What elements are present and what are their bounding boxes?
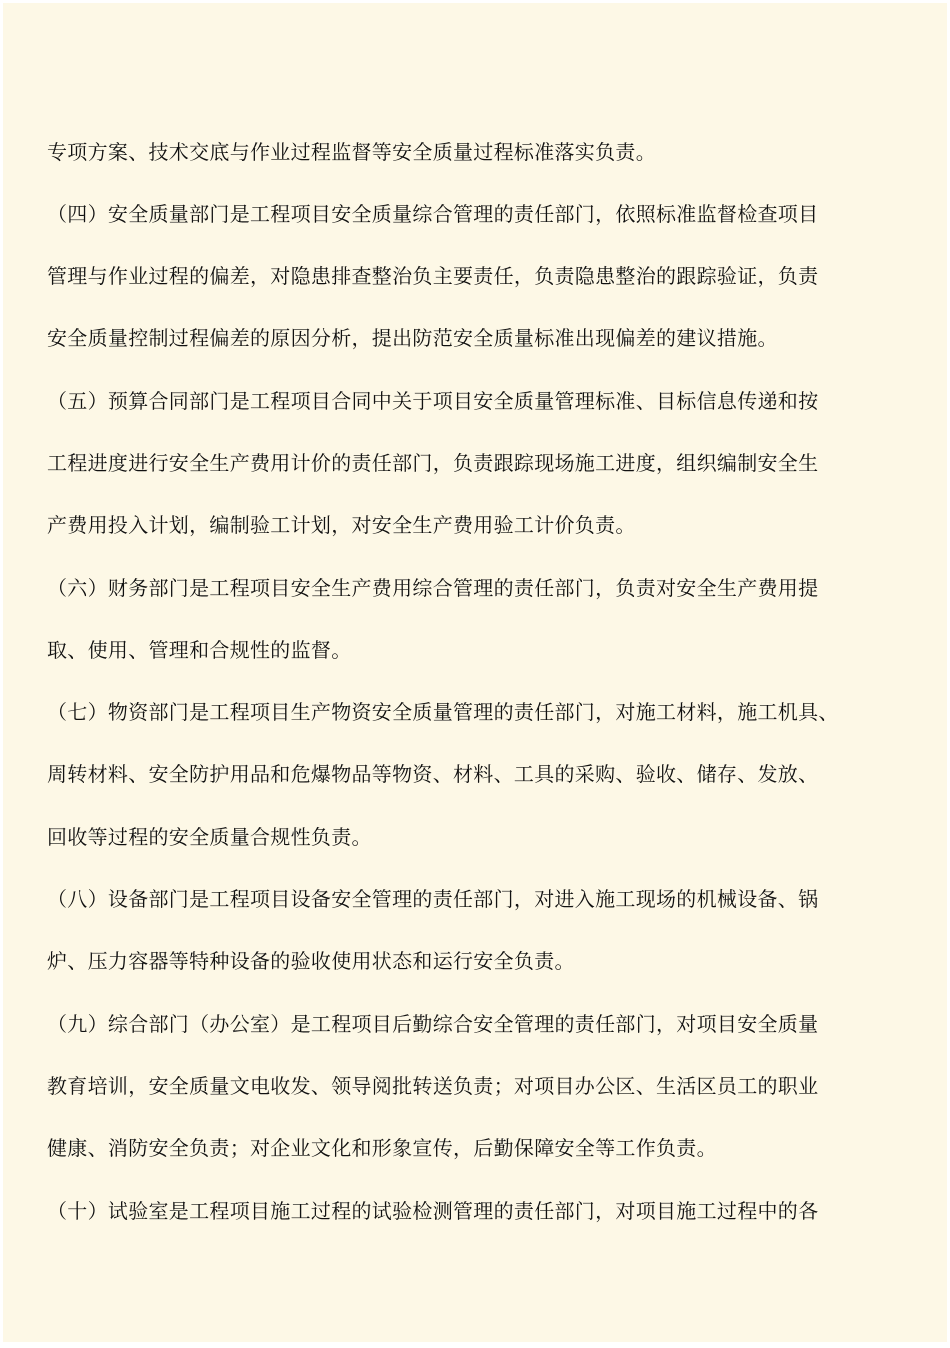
text-line: （六）财务部门是工程项目安全生产费用综合管理的责任部门，负责对安全生产费用提 <box>47 576 819 600</box>
text-line: 教育培训，安全质量文电收发、领导阅批转送负责；对项目办公区、生活区员工的职业 <box>47 1074 819 1098</box>
text-line: 回收等过程的安全质量合规性负责。 <box>47 825 372 849</box>
text-line: 管理与作业过程的偏差，对隐患排查整治负主要责任，负责隐患整治的跟踪验证，负责 <box>47 264 819 288</box>
text-line: 工程进度进行安全生产费用计价的责任部门，负责跟踪现场施工进度，组织编制安全生 <box>47 451 819 475</box>
text-line: （五）预算合同部门是工程项目合同中关于项目安全质量管理标准、目标信息传递和按 <box>47 389 819 413</box>
text-line: （四）安全质量部门是工程项目安全质量综合管理的责任部门，依照标准监督检查项目 <box>47 202 819 226</box>
text-line: 取、使用、管理和合规性的监督。 <box>47 638 352 662</box>
text-line: （九）综合部门（办公室）是工程项目后勤综合安全管理的责任部门，对项目安全质量 <box>47 1012 819 1036</box>
text-line: 专项方案、技术交底与作业过程监督等安全质量过程标准落实负责。 <box>47 140 656 164</box>
text-line: 炉、压力容器等特种设备的验收使用状态和运行安全负责。 <box>47 949 575 973</box>
text-line: （八）设备部门是工程项目设备安全管理的责任部门，对进入施工现场的机械设备、锅 <box>47 887 819 911</box>
text-line: 安全质量控制过程偏差的原因分析，提出防范安全质量标准出现偏差的建议措施。 <box>47 326 778 350</box>
document-page <box>3 3 947 1342</box>
text-line: 周转材料、安全防护用品和危爆物品等物资、材料、工具的采购、验收、储存、发放、 <box>47 762 819 786</box>
text-line: （十）试验室是工程项目施工过程的试验检测管理的责任部门，对项目施工过程中的各 <box>47 1199 819 1223</box>
text-line: 健康、消防安全负责；对企业文化和形象宣传，后勤保障安全等工作负责。 <box>47 1136 717 1160</box>
text-line: （七）物资部门是工程项目生产物资安全质量管理的责任部门，对施工材料，施工机具、 <box>47 700 839 724</box>
text-line: 产费用投入计划，编制验工计划，对安全生产费用验工计价负责。 <box>47 513 636 537</box>
